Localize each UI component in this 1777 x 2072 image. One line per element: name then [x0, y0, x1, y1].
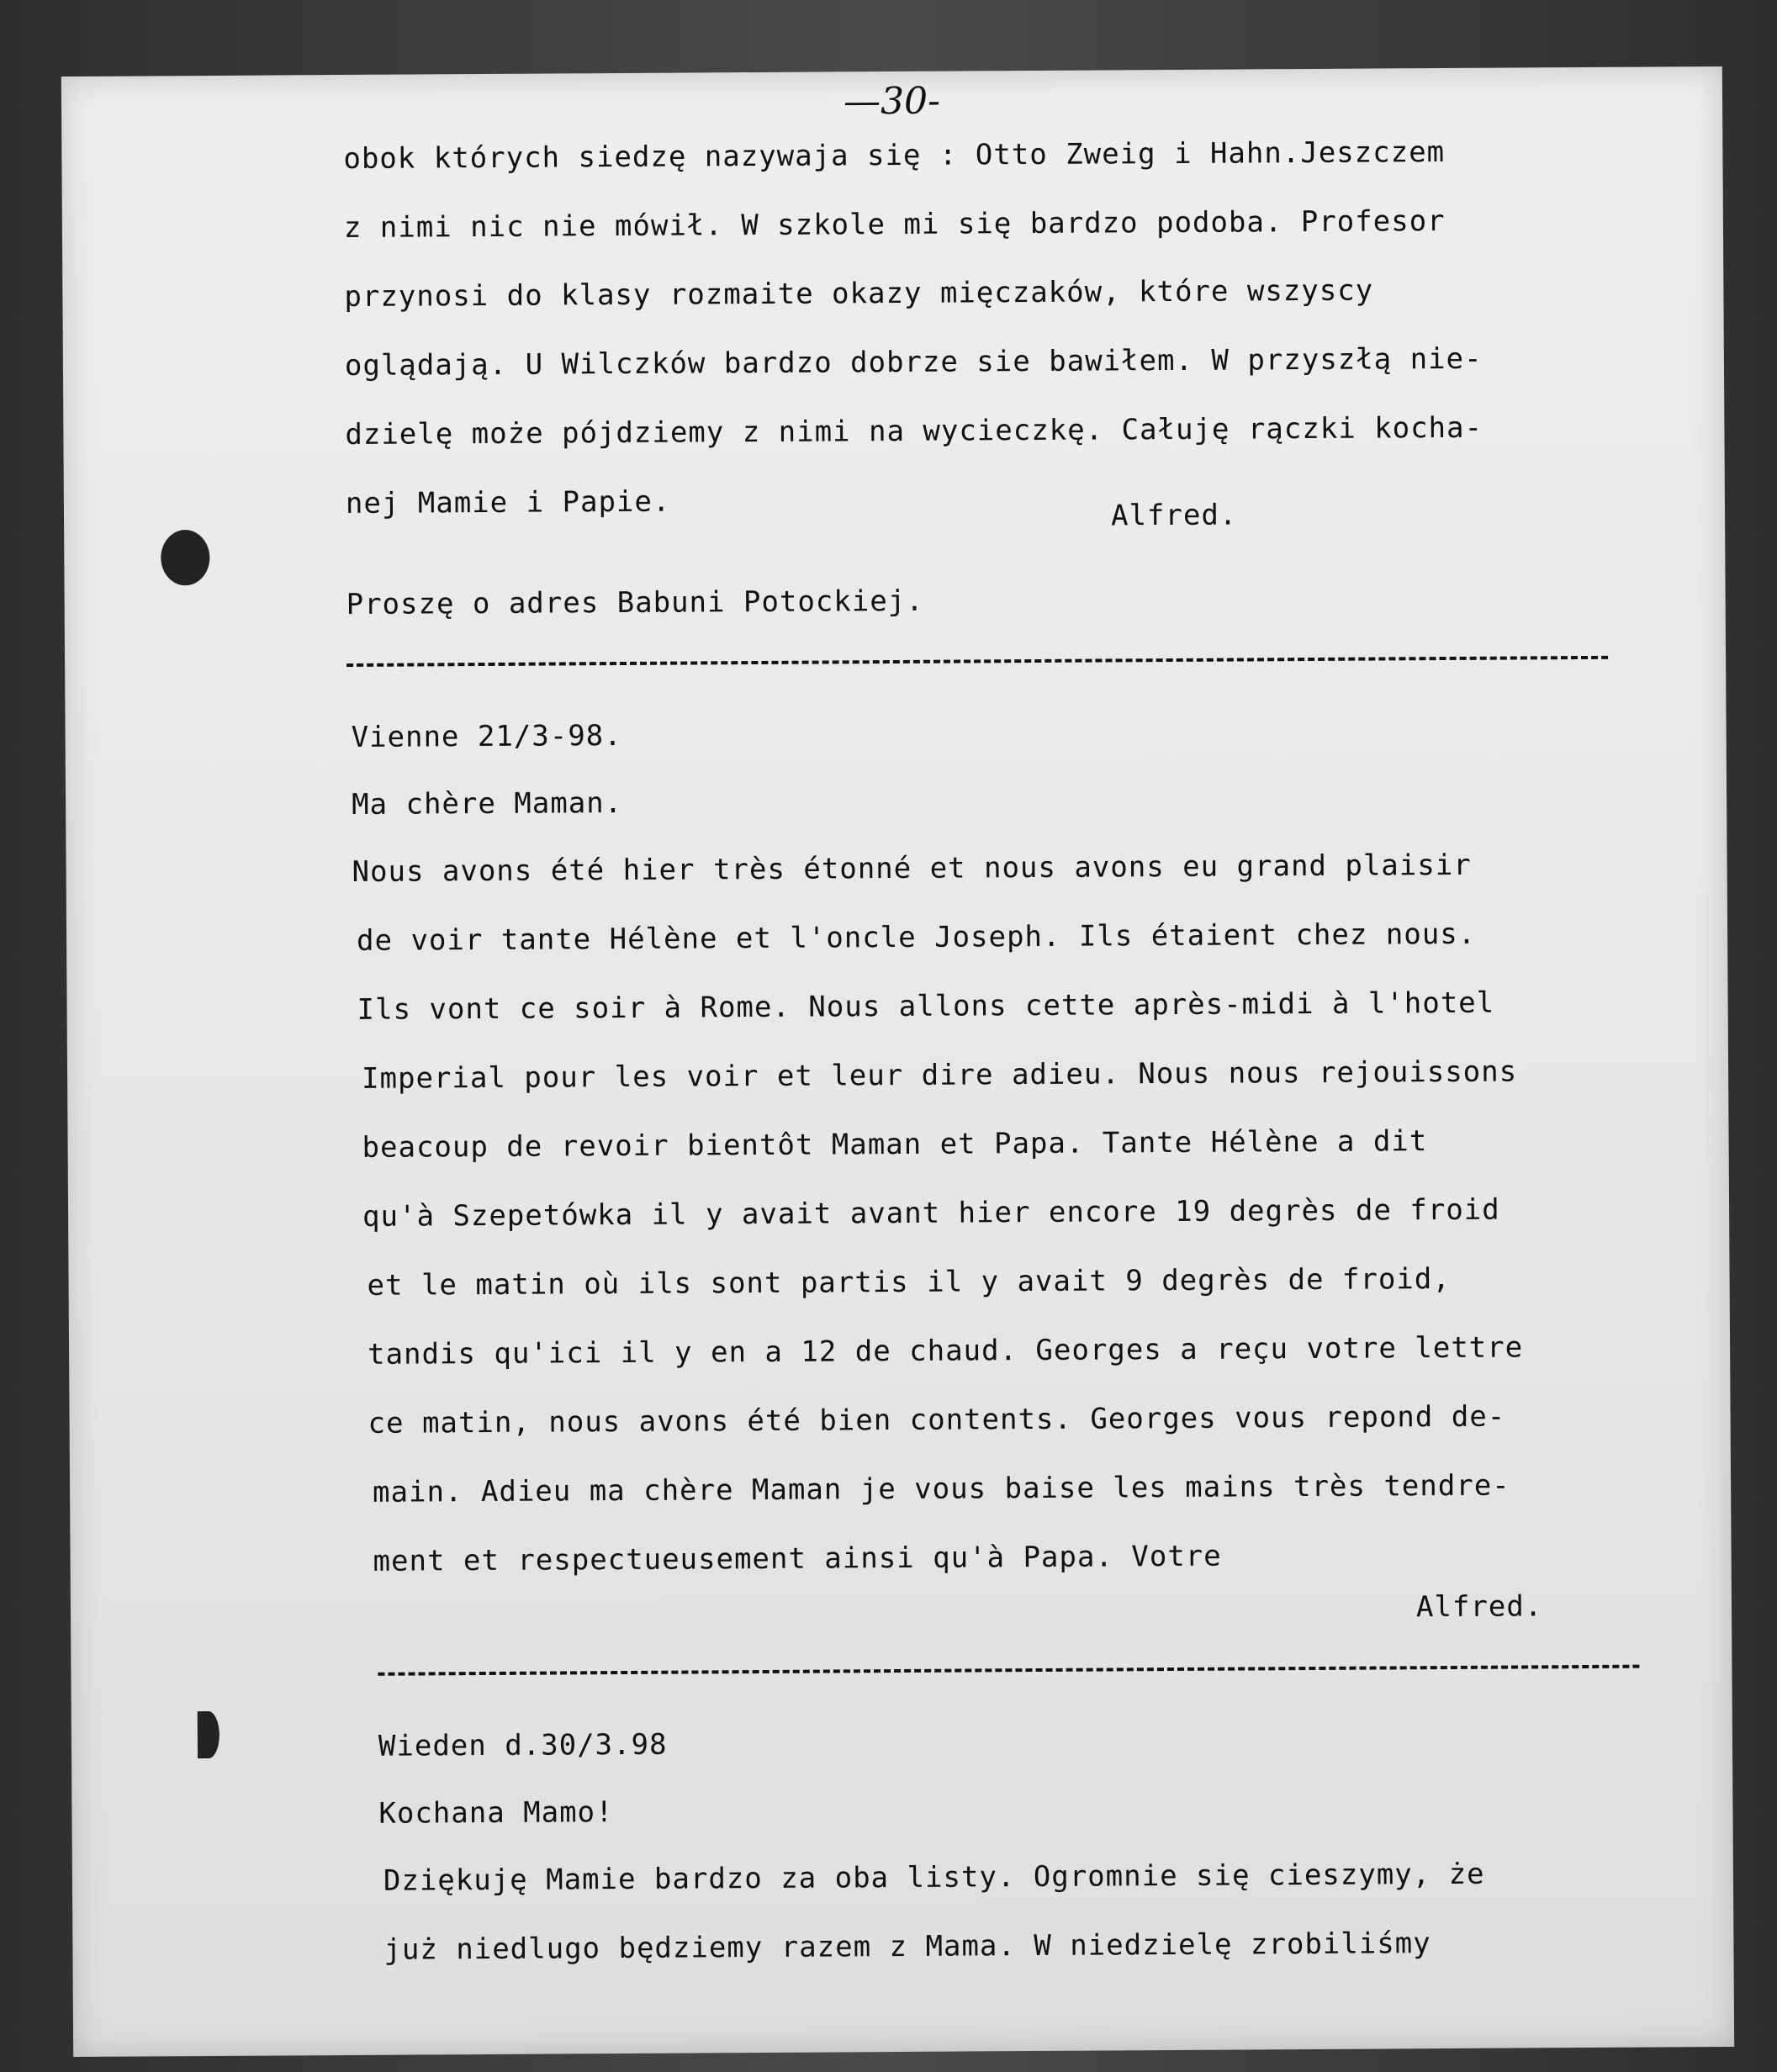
punch-hole-upper: [161, 530, 209, 585]
letter-2-line: et le matin où ils sont partis il y avait 9 degrès de froid,: [367, 1261, 1451, 1303]
letter-2-line: ment et respectueusement ainsi qu'à Papa. Votre: [373, 1539, 1222, 1578]
letter-2-line: Nous avons été hier très étonné et nous avons eu grand plaisir: [352, 848, 1472, 889]
letter-2-line: qu'à Szepetówka il y avait avant hier encore 19 degrès de froid: [362, 1192, 1500, 1234]
punch-hole-lower: [198, 1711, 219, 1758]
letter-2-line: main. Adieu ma chère Maman je vous baise les mains très tendre-: [372, 1468, 1510, 1509]
letter-1-signature: Alfred.: [1110, 498, 1238, 533]
letter-3-salutation: Kochana Mamo!: [378, 1795, 614, 1831]
letter-2-line: Imperial pour les voir et leur dire adieu. Nous nous rejouissons: [361, 1054, 1518, 1096]
letter-1-line: obok których siedzę nazywaja się : Otto Zweig i Hahn.Jeszczem: [343, 135, 1446, 177]
letter-2-dateline: Vienne 21/3-98.: [351, 718, 622, 754]
letter-1-line: nej Mamie i Papie.: [345, 484, 671, 521]
letter-2-signature: Alfred.: [1415, 1589, 1543, 1625]
letter-2-line: Ils vont ce soir à Rome. Nous allons cette après-midi à l'hotel: [357, 986, 1495, 1027]
letter-2-line: tandis qu'ici il y en a 12 de chaud. Georges a reçu votre lettre: [367, 1330, 1524, 1372]
letter-1-line: z nimi nic nie mówił. W szkole mi się bardzo podoba. Profesor: [343, 204, 1446, 246]
letter-2-line: ce matin, nous avons été bien contents. Georges vous repond de-: [368, 1399, 1506, 1440]
letter-3-line: już niedlugo będziemy razem z Mama. W niedzielę zrobiliśmy: [383, 1927, 1431, 1967]
letter-3-line: Dziękuję Mamie bardzo za oba listy. Ogromnie się cieszymy, że: [383, 1857, 1485, 1898]
letter-2-line: de voir tante Hélène et l'oncle Joseph. Ils étaient chez nous.: [356, 917, 1477, 958]
letter-2-line: beacoup de revoir bientôt Maman et Papa. Tante Hélène a dit: [362, 1124, 1428, 1165]
typed-page: [61, 66, 1734, 2057]
separator-rule-1: [346, 656, 1608, 667]
letter-1-line: dzielę może pójdziemy z nimi na wycieczkę. Całuję rączki kocha-: [345, 410, 1483, 452]
letter-2-salutation: Ma chère Maman.: [351, 785, 623, 822]
page-number: —30-: [843, 79, 941, 124]
letter-3-dateline: Wieden d.30/3.98: [378, 1727, 668, 1763]
letter-1-line: oglądają. U Wilczków bardzo dobrze sie bawiłem. W przyszłą nie-: [344, 341, 1483, 383]
separator-rule-2: [378, 1665, 1639, 1676]
letter-1-line: przynosi do klasy rozmaite okazy mięczaków, które wszyscy: [344, 273, 1374, 314]
letter-1-postscript: Proszę o adres Babuni Potockiej.: [346, 584, 924, 621]
